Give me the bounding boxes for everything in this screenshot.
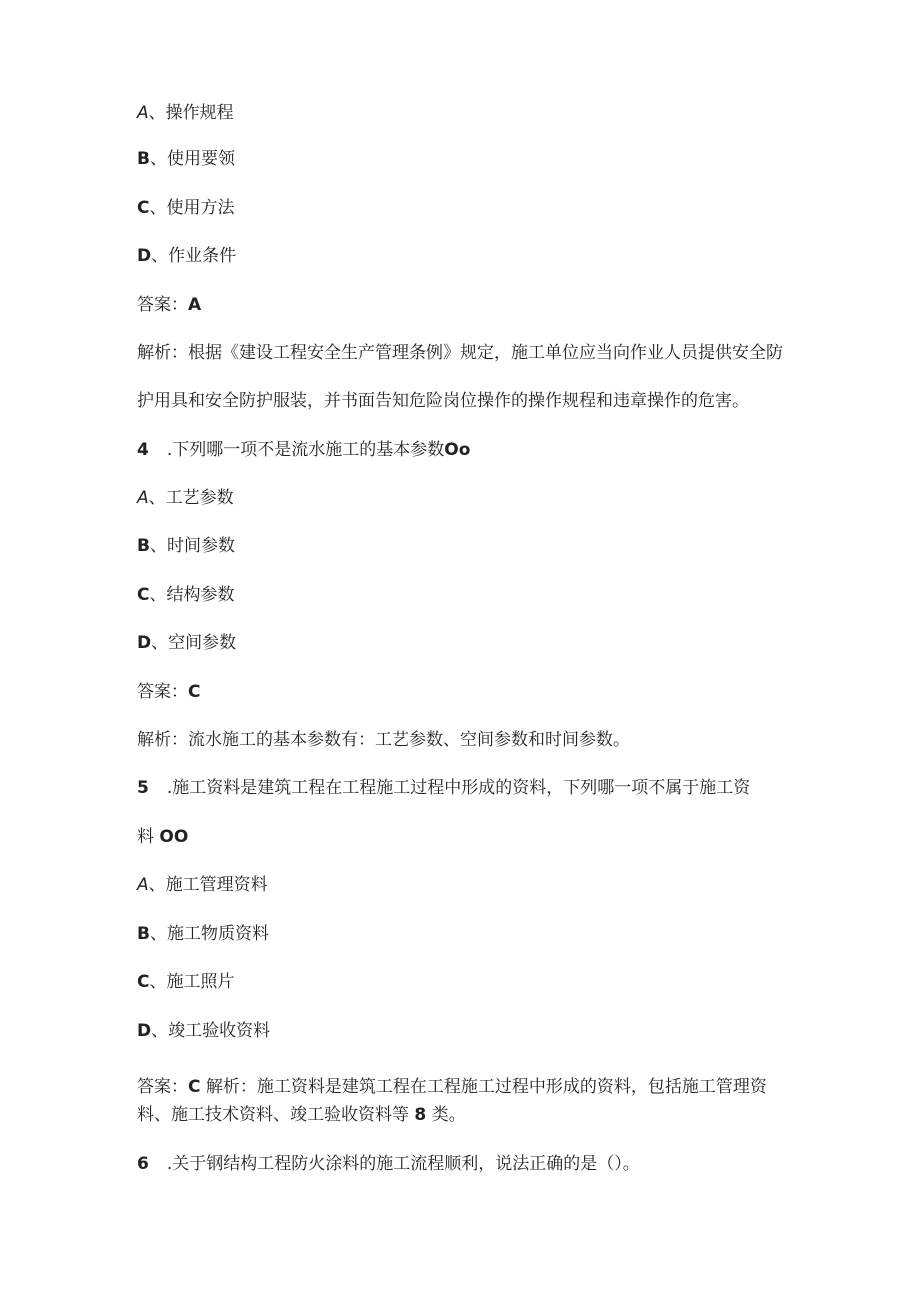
question-text: .下列哪一项不是流水施工的基本参数	[166, 440, 445, 460]
option-letter: C	[137, 972, 150, 992]
option-letter: B	[137, 924, 150, 944]
analysis-text: 料、施工技术资料、竣工验收资料等	[137, 1105, 409, 1125]
answer-value: C	[188, 682, 201, 702]
option-text: 、结构参数	[149, 585, 235, 605]
question-tail: OO	[159, 827, 189, 847]
q3-option-c	[137, 197, 234, 219]
option-letter: A	[137, 875, 149, 895]
option-text: 、作业条件	[151, 246, 237, 266]
answer-label: 答案：	[137, 682, 188, 702]
option-letter: A	[137, 103, 149, 123]
q6-stem	[137, 1153, 640, 1175]
q3-analysis-line1: 解析：根据《建设工程安全生产管理条例》规定，施工单位应当向作业人员提供安全防	[137, 343, 783, 363]
analysis-text: 解析：施工资料是建筑工程在工程施工过程中形成的资料，包括施工管理资	[205, 1077, 767, 1097]
analysis-text: 类。	[431, 1105, 466, 1125]
option-letter: B	[137, 149, 150, 169]
option-letter: C	[137, 198, 150, 218]
option-text: 、施工管理资料	[148, 875, 268, 895]
option-letter: A	[137, 488, 149, 508]
question-tail: Oo	[444, 440, 471, 460]
option-text: 、施工照片	[149, 972, 235, 992]
q4-analysis: 解析：流水施工的基本参数有：工艺参数、空间参数和时间参数。	[137, 730, 630, 750]
option-letter: C	[137, 585, 150, 605]
option-letter: D	[137, 1021, 152, 1041]
q3-option-a	[137, 102, 234, 124]
option-text: 、竣工验收资料	[151, 1021, 271, 1041]
q5-option-a	[137, 874, 268, 896]
question-text: 料	[137, 827, 154, 847]
q5-option-d	[137, 1020, 270, 1042]
answer-value: A	[188, 295, 202, 315]
question-text: .施工资料是建筑工程在工程施工过程中形成的资料，下列哪一项不属于施工资	[166, 778, 751, 798]
answer-value: C	[188, 1077, 201, 1097]
q5-option-c	[137, 971, 234, 993]
analysis-number: 8	[414, 1105, 427, 1125]
q5-analysis-line2	[137, 1104, 466, 1126]
q5-option-b	[137, 923, 269, 945]
q5-stem-line1	[137, 777, 750, 799]
answer-label: 答案：	[137, 295, 188, 315]
option-text: 、施工物质资料	[149, 924, 269, 944]
option-text: 、工艺参数	[148, 488, 234, 508]
q4-option-a	[137, 487, 234, 509]
q4-stem	[137, 439, 470, 461]
q5-answer-analysis-line1	[137, 1076, 767, 1098]
option-text: 、空间参数	[151, 633, 237, 653]
question-number: 5	[137, 778, 149, 798]
option-text: 、使用方法	[149, 198, 235, 218]
option-text: 、操作规程	[148, 103, 234, 123]
q3-answer	[137, 294, 201, 316]
option-text: 、使用要领	[149, 149, 235, 169]
q3-option-b	[137, 148, 235, 170]
q3-analysis-line2: 护用具和安全防护服装，并书面告知危险岗位操作的操作规程和违章操作的危害。	[137, 391, 749, 411]
q3-option-d	[137, 245, 236, 267]
question-text: .关于钢结构工程防火涂料的施工流程顺利，说法正确的是（）。	[166, 1154, 640, 1174]
answer-label: 答案：	[137, 1077, 188, 1097]
q4-option-c	[137, 584, 234, 606]
q5-stem-line2	[137, 826, 188, 848]
question-number: 6	[137, 1154, 149, 1174]
option-letter: D	[137, 633, 152, 653]
q4-answer	[137, 681, 200, 703]
option-letter: B	[137, 536, 150, 556]
question-number: 4	[137, 440, 149, 460]
option-text: 、时间参数	[149, 536, 235, 556]
option-letter: D	[137, 246, 152, 266]
q4-option-b	[137, 535, 235, 557]
q4-option-d	[137, 632, 236, 654]
